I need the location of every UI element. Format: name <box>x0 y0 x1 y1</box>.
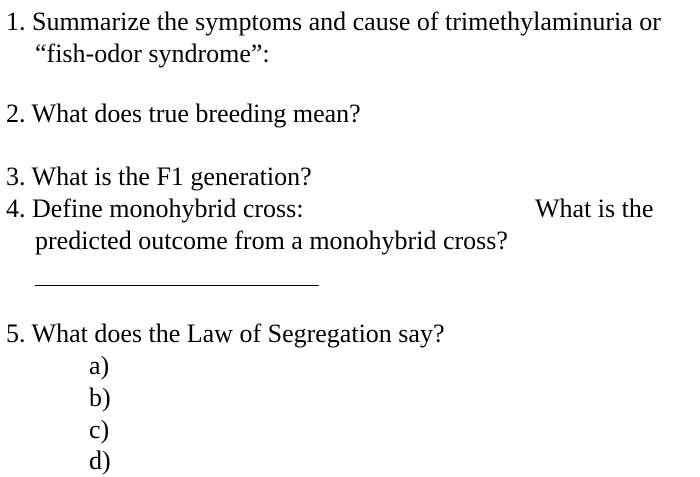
question-1-line-2: “fish-odor syndrome”: <box>35 39 270 68</box>
question-5-item-a: a) <box>89 351 110 380</box>
question-4-right-text: What is the <box>535 194 654 223</box>
question-5-text: What does the Law of Segregation say? <box>31 319 445 348</box>
question-5-item-d: d) <box>89 446 111 475</box>
question-1-number: 1. <box>6 7 26 36</box>
question-5-item-c: c) <box>89 415 110 444</box>
question-4-number: 4. <box>6 194 26 223</box>
question-1-line-1 <box>6 6 661 38</box>
question-4-text: Define monohybrid cross: <box>32 194 304 223</box>
question-2-number: 2. <box>6 99 26 128</box>
question-3 <box>6 161 312 193</box>
question-2 <box>6 98 361 130</box>
question-5-item-b: b) <box>89 383 111 412</box>
question-2-text: What does true breeding mean? <box>31 99 361 128</box>
question-3-text: What is the F1 generation? <box>31 162 312 191</box>
question-1-text: Summarize the symptoms and cause of trimethylaminuria or <box>32 7 661 36</box>
question-3-number: 3. <box>6 162 26 191</box>
question-5-number: 5. <box>6 319 26 348</box>
answer-blank-line <box>35 285 319 286</box>
question-4-line-1 <box>6 193 304 225</box>
question-5 <box>6 318 445 350</box>
question-4-line-2: predicted outcome from a monohybrid cross? <box>35 226 508 255</box>
